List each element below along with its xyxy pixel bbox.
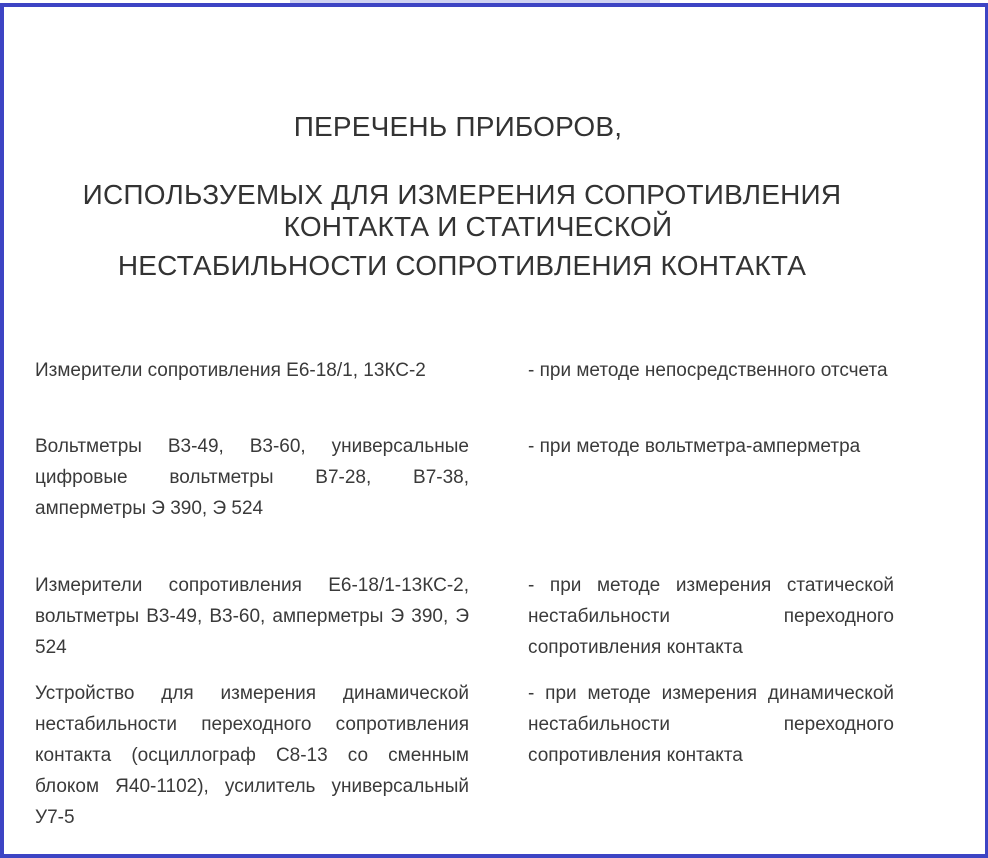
instrument-cell: Измерители сопротивления Е6-18/1-13КС-2, вольтметры В3-49, В3-60, амперметры Э 390, Э 524 (35, 575, 469, 658)
method-cell: - при методе непосредственного отсчета (528, 360, 888, 381)
instrument-cell: Измерители сопротивления Е6-18/1, 13КС-2 (35, 360, 426, 381)
method-cell: - при методе измерения динамической нестабильности переходного сопротивления контакта (528, 683, 894, 766)
method-cell: - при методе измерения статической нестабильности переходного сопротивления контакта (528, 575, 894, 658)
instrument-cell: Вольтметры В3-49, В3-60, универсальные цифровые вольтметры В7-28, В7-38, амперметры Э 390, Э 524 (35, 436, 469, 519)
method-cell: - при методе вольтметра-амперметра (528, 436, 861, 457)
instrument-cell: Устройство для измерения динамической нестабильности переходного сопротивления контакта (осциллограф С8-13 со сменным блоком Я40-1102), усилитель универсальный У7-5 (35, 683, 469, 828)
title-line-3: КОНТАКТА И СТАТИЧЕСКОЙ (283, 211, 673, 242)
title-line-4: НЕСТАБИЛЬНОСТИ СОПРОТИВЛЕНИЯ КОНТАКТА (117, 250, 807, 281)
title-line-1: ПЕРЕЧЕНЬ ПРИБОРОВ, (293, 111, 623, 142)
title-line-2: ИСПОЛЬЗУЕМЫХ ДЛЯ ИЗМЕРЕНИЯ СОПРОТИВЛЕНИЯ (82, 179, 842, 210)
